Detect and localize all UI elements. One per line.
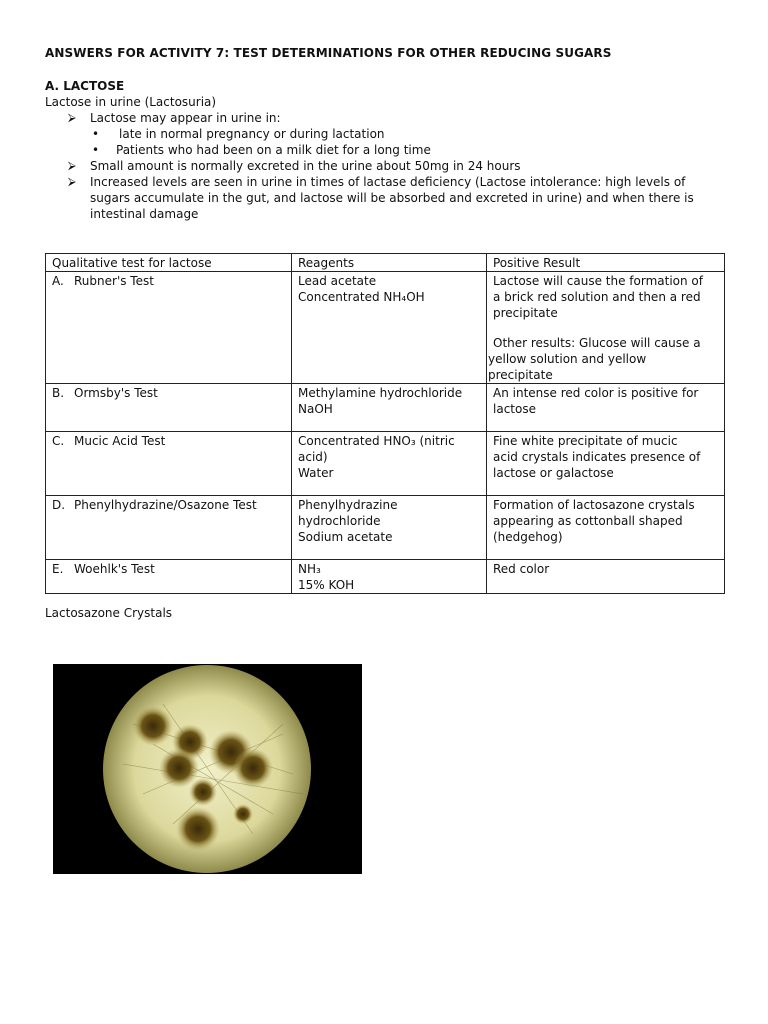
lactose-tests-table <box>45 253 725 594</box>
test-name: Rubner's Test <box>74 274 154 288</box>
test-letter: B. <box>52 386 65 400</box>
reagent: Phenylhydrazine <box>298 498 398 512</box>
figure-caption: Lactosazone Crystals <box>45 606 173 620</box>
dot-bullet-icon: • <box>92 143 100 157</box>
result-line: precipitate <box>493 306 558 320</box>
sub-bullet-point: late in normal pregnancy or during lactation <box>119 127 385 141</box>
section-subheading: Lactose in urine (Lactosuria) <box>45 95 217 109</box>
reagents-cell <box>292 384 487 432</box>
result-line: yellow solution and yellow <box>488 352 647 366</box>
result-cell <box>487 384 725 432</box>
reagent: NaOH <box>298 402 333 416</box>
test-letter: E. <box>52 562 64 576</box>
result-line: Red color <box>493 562 550 576</box>
reagent: Concentrated NH₄OH <box>298 290 425 304</box>
test-name-cell <box>46 384 292 432</box>
test-letter: D. <box>52 498 66 512</box>
table-row <box>46 496 725 560</box>
section-heading: A. LACTOSE <box>45 79 125 93</box>
bullet-point-line: Increased levels are seen in urine in times of lactase deficiency (Lactose intolerance: high levels of <box>90 175 686 189</box>
test-name-cell <box>46 272 292 384</box>
result-line: precipitate <box>488 368 553 382</box>
table-row <box>46 432 725 496</box>
test-name: Mucic Acid Test <box>74 434 166 448</box>
result-line: Formation of lactosazone crystals <box>493 498 695 512</box>
test-name-cell <box>46 432 292 496</box>
table-row <box>46 560 725 594</box>
table-header-row <box>46 254 725 272</box>
result-line: appearing as cottonball shaped <box>493 514 683 528</box>
test-name: Ormsby's Test <box>74 386 158 400</box>
reagent: NH₃ <box>298 562 321 576</box>
reagent: Concentrated HNO₃ (nitric <box>298 434 455 448</box>
result-line: a brick red solution and then a red <box>493 290 701 304</box>
test-name-cell <box>46 560 292 594</box>
test-letter: A. <box>52 274 64 288</box>
bullet-point-line: intestinal damage <box>90 207 199 221</box>
arrow-bullet-icon: ⮚ <box>68 159 76 172</box>
test-letter: C. <box>52 434 65 448</box>
result-line: (hedgehog) <box>493 530 563 544</box>
result-line: An intense red color is positive for <box>493 386 699 400</box>
table-row <box>46 384 725 432</box>
dot-bullet-icon: • <box>92 127 100 141</box>
reagents-cell <box>292 432 487 496</box>
result-line: Lactose will cause the formation of <box>493 274 703 288</box>
result-cell <box>487 432 725 496</box>
column-header: Positive Result <box>487 254 725 272</box>
arrow-bullet-icon: ⮚ <box>68 175 76 188</box>
reagent: Methylamine hydrochloride <box>298 386 463 400</box>
lactosazone-crystals-photo <box>53 664 362 874</box>
table-row <box>46 272 725 384</box>
spacer <box>493 321 718 335</box>
result-line: lactose or galactose <box>493 466 614 480</box>
reagent: 15% KOH <box>298 578 355 592</box>
document-title: ANSWERS FOR ACTIVITY 7: TEST DETERMINATIONS FOR OTHER REDUCING SUGARS <box>45 46 612 60</box>
test-name-cell <box>46 496 292 560</box>
test-name: Phenylhydrazine/Osazone Test <box>74 498 257 512</box>
reagent: Lead acetate <box>298 274 377 288</box>
result-line: Fine white precipitate of mucic <box>493 434 678 448</box>
test-name: Woehlk's Test <box>74 562 155 576</box>
bullet-point: Lactose may appear in urine in: <box>90 111 281 125</box>
reagent: hydrochloride <box>298 514 381 528</box>
result-line: Other results: Glucose will cause a <box>493 336 701 350</box>
result-cell <box>487 272 725 384</box>
bullet-point: Small amount is normally excreted in the urine about 50mg in 24 hours <box>90 159 521 173</box>
reagent: acid) <box>298 450 328 464</box>
arrow-bullet-icon: ⮚ <box>68 111 76 124</box>
reagent: Water <box>298 466 334 480</box>
result-cell <box>487 560 725 594</box>
reagent: Sodium acetate <box>298 530 393 544</box>
result-cell <box>487 496 725 560</box>
reagents-cell <box>292 560 487 594</box>
column-header: Qualitative test for lactose <box>46 254 292 272</box>
sub-bullet-point: Patients who had been on a milk diet for a long time <box>116 143 431 157</box>
result-line: acid crystals indicates presence of <box>493 450 701 464</box>
column-header: Reagents <box>292 254 487 272</box>
reagents-cell <box>292 272 487 384</box>
bullet-point-line: sugars accumulate in the gut, and lactose will be absorbed and excreted in urine) and when there is <box>90 191 694 205</box>
result-line: lactose <box>493 402 536 416</box>
reagents-cell <box>292 496 487 560</box>
